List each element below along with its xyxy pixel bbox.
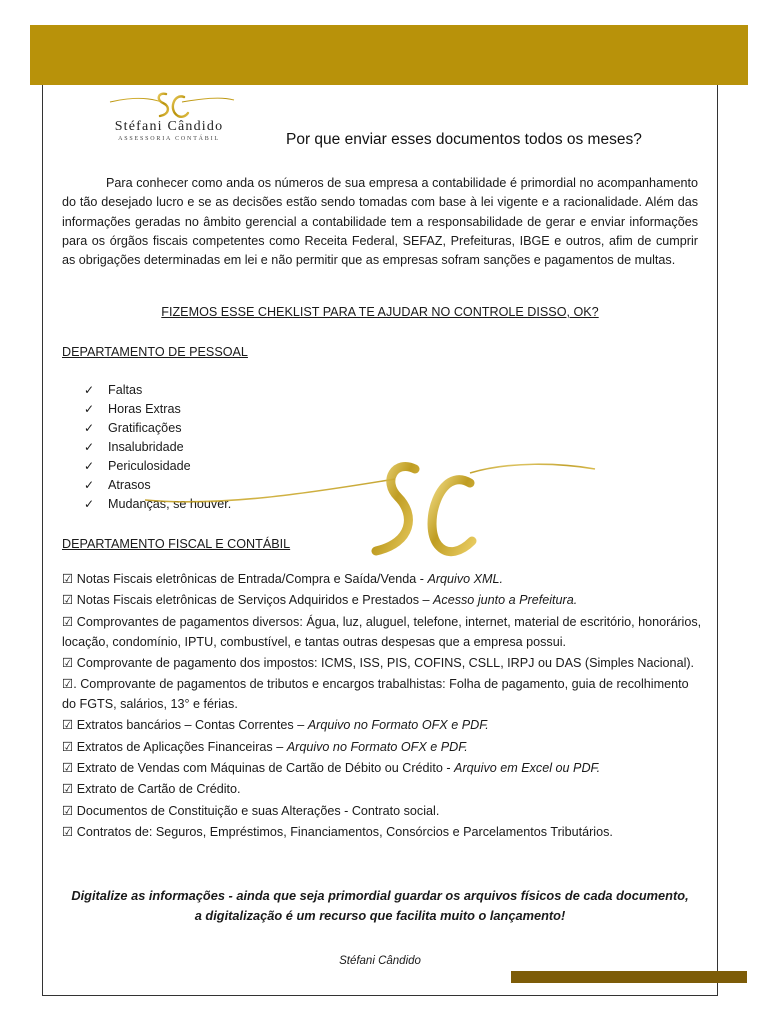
- closing-note: [62, 886, 698, 926]
- fiscal-item: [62, 612, 702, 652]
- intro-paragraph: Para conhecer como anda os números de sua empresa a contabilidade é primordial no acompanhamento do tão desejado lucro e se as decisões estão sendo tomadas com base à lei vigente e a racionalidade. Além das informações geradas no âmbito gerencial a contabilidade tem a responsabilidade de gerar e enviar informações para os órgãos fiscais competentes como Receita Federal, SEFAZ, Prefeituras, IBGE e outros, afim de cumprir as obrigações determinadas em lei e não permitir que as empresas sofram sanções e pagamentos de multas.: [62, 176, 698, 268]
- personnel-item: [84, 419, 231, 438]
- fiscal-item-text: Comprovante de pagamento dos impostos: ICMS, ISS, PIS, COFINS, CSLL, IRPJ ou DAS (Simples Nacional).: [73, 655, 695, 670]
- personnel-section-title: DEPARTAMENTO DE PESSOAL: [62, 345, 248, 359]
- fiscal-item: [62, 758, 702, 778]
- checkbox-icon: ☑: [62, 823, 74, 839]
- fiscal-item-text: Notas Fiscais eletrônicas de Serviços Adquiridos e Prestados –: [73, 593, 434, 608]
- personnel-item: [84, 438, 231, 457]
- personnel-item: [84, 457, 231, 476]
- fiscal-item: [62, 715, 702, 735]
- personnel-item-label: Periculosidade: [108, 459, 191, 473]
- checkmark-icon: ✓: [84, 383, 95, 397]
- fiscal-item: [62, 737, 702, 757]
- fiscal-item: [62, 822, 702, 842]
- checkbox-icon: ☑: [62, 802, 74, 818]
- fiscal-item-text: Notas Fiscais eletrônicas de Entrada/Compra e Saída/Venda -: [73, 572, 428, 586]
- fiscal-checklist: [62, 569, 702, 843]
- fiscal-item: [62, 569, 702, 589]
- brand-subtitle: ASSESSORIA CONTÁBIL: [118, 136, 220, 142]
- checkmark-icon: ✓: [84, 402, 95, 416]
- fiscal-item-file-note: Arquivo em Excel ou PDF.: [454, 761, 601, 776]
- fiscal-item-text: Contratos de: Seguros, Empréstimos, Financiamentos, Consórcios e Parcelamentos Tributários.: [73, 824, 613, 839]
- personnel-item: [84, 495, 231, 514]
- fiscal-item: [62, 779, 702, 799]
- checkbox-icon: ☑: [62, 654, 74, 670]
- checkmark-icon: ✓: [84, 459, 95, 473]
- signature: Stéfani Cândido: [339, 955, 421, 967]
- fiscal-item: [62, 801, 702, 821]
- checkbox-icon: ☑: [62, 676, 74, 692]
- fiscal-item-file-note: Arquivo no Formato OFX e PDF.: [307, 718, 489, 733]
- personnel-item-label: Atrasos: [108, 478, 151, 492]
- personnel-item: [84, 400, 231, 419]
- fiscal-item-file-note: Acesso junto a Prefeitura.: [433, 593, 578, 608]
- checkbox-icon: ☑: [62, 717, 74, 733]
- personnel-item-label: Gratificações: [108, 421, 182, 435]
- personnel-item-label: Insalubridade: [108, 440, 184, 454]
- checklist-heading: FIZEMOS ESSE CHEKLIST PARA TE AJUDAR NO CONTROLE DISSO, OK?: [161, 305, 599, 319]
- fiscal-item-text: Extratos de Aplicações Financeiras –: [73, 739, 287, 754]
- fiscal-item: [62, 674, 702, 714]
- personnel-item-label: Horas Extras: [108, 402, 181, 416]
- brand-name: Stéfani Cândido: [114, 119, 224, 134]
- personnel-item-label: Faltas: [108, 383, 143, 397]
- document-title: Por que enviar esses documentos todos os meses?: [286, 131, 642, 148]
- closing-line-1: Digitalize as informações - ainda que seja primordial guardar os arquivos físicos de cada documento,: [71, 888, 689, 903]
- checkbox-icon: ☑: [62, 613, 74, 629]
- personnel-item: [84, 381, 231, 400]
- fiscal-item-text: Comprovantes de pagamentos diversos: Água, luz, aluguel, telefone, internet, material de escritório, honorários, locação, condomínio, IPTU, combustível, e tantas outras despesas que a empresa possui.: [62, 614, 702, 649]
- fiscal-section-title: DEPARTAMENTO FISCAL E CONTÁBIL: [62, 537, 291, 551]
- fiscal-item-text: Extratos bancários – Contas Correntes –: [73, 718, 308, 733]
- fiscal-item-file-note: Arquivo no Formato OFX e PDF.: [286, 739, 468, 754]
- header-gold-bar: [30, 25, 748, 85]
- fiscal-item-text: . Comprovante de pagamentos de tributos e encargos trabalhistas: Folha de pagamento, guia de recolhimento do FGTS, salários, 13° e férias.: [62, 677, 689, 712]
- closing-line-2: a digitalização é um recurso que facilita muito o lançamento!: [194, 908, 566, 923]
- personnel-item-label: Mudanças, se houver.: [108, 497, 232, 511]
- checkbox-icon: ☑: [62, 781, 74, 797]
- checkbox-icon: ☑: [62, 571, 74, 586]
- checkmark-icon: ✓: [84, 421, 95, 435]
- checkbox-icon: ☑: [62, 760, 74, 776]
- fiscal-item-text: Extrato de Vendas com Máquinas de Cartão de Débito ou Crédito -: [73, 761, 455, 776]
- checkmark-icon: ✓: [84, 478, 95, 492]
- checkbox-icon: ☑: [62, 738, 74, 754]
- checkmark-icon: ✓: [84, 440, 95, 454]
- fiscal-item: [62, 590, 702, 610]
- fiscal-item-file-note: Arquivo XML.: [427, 572, 504, 586]
- fiscal-item-text: Extrato de Cartão de Crédito.: [73, 782, 241, 797]
- footer-gold-bar: [511, 971, 747, 983]
- personnel-checklist: [84, 381, 231, 514]
- fiscal-item-text: Documentos de Constituição e suas Alterações - Contrato social.: [73, 803, 440, 818]
- checkmark-icon: ✓: [84, 497, 95, 511]
- personnel-item: [84, 476, 231, 495]
- fiscal-item: [62, 653, 702, 673]
- checkbox-icon: ☑: [62, 592, 74, 608]
